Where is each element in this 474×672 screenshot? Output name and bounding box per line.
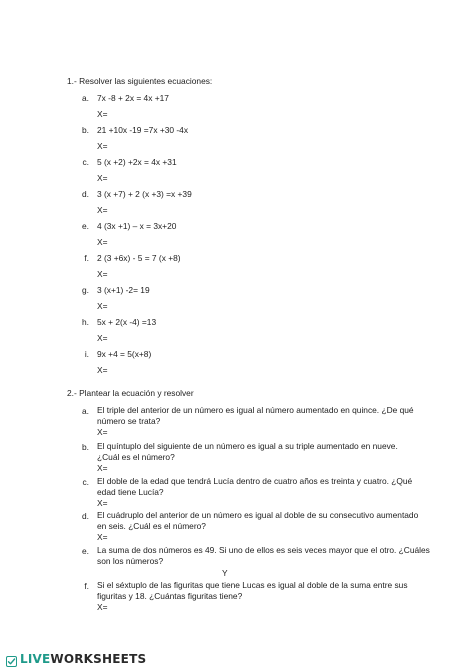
problem-text: [97, 405, 427, 438]
answer-field[interactable]: X=: [97, 141, 108, 151]
item-letter: e.: [82, 546, 89, 556]
item-letter: e.: [82, 221, 89, 231]
item-letter: c.: [82, 157, 89, 167]
problem-text: [97, 441, 427, 474]
problem-line: El triple del anterior de un número es igual al número aumentado en quince. ¿De qué: [97, 405, 414, 415]
section-2-title: 2.- Plantear la ecuación y resolver: [67, 388, 194, 398]
answer-field[interactable]: X=: [97, 532, 108, 542]
equation-text: 2 (3 +6x) - 5 = 7 (x +8): [97, 253, 181, 263]
problem-text: [97, 545, 430, 567]
answer-field[interactable]: X=: [97, 427, 108, 437]
problem-line: número se trata?: [97, 416, 161, 426]
answer-field[interactable]: X=: [97, 365, 108, 375]
equation-text: 9x +4 = 5(x+8): [97, 349, 152, 359]
footer: [0, 648, 474, 669]
problem-line: ¿Cuál es el número?: [97, 452, 175, 462]
item-letter: d.: [82, 189, 89, 199]
answer-field[interactable]: X=: [97, 237, 108, 247]
item-letter: i.: [84, 349, 89, 359]
answer-field[interactable]: X=: [97, 498, 108, 508]
problem-text: [97, 580, 427, 613]
brand-name: [20, 652, 146, 666]
brand-live: LIVE: [20, 652, 51, 666]
answer-field[interactable]: X=: [97, 269, 108, 279]
item-letter: a.: [82, 406, 89, 416]
equation-text: 3 (x+1) -2= 19: [97, 285, 150, 295]
item-letter: g.: [82, 285, 89, 295]
item-letter: f.: [84, 253, 89, 263]
problem-line: La suma de dos números es 49. Si uno de ellos es seis veces mayor que el otro. ¿Cuáles: [97, 545, 430, 555]
equation-text: 7x -8 + 2x = 4x +17: [97, 93, 169, 103]
liveworksheets-logo[interactable]: [6, 652, 146, 666]
answer-field[interactable]: X=: [97, 205, 108, 215]
item-letter: f.: [84, 581, 89, 591]
answer-field[interactable]: X=: [97, 463, 108, 473]
answer-field[interactable]: X=: [97, 109, 108, 119]
answer-field[interactable]: X=: [97, 602, 108, 612]
problem-line: El cuádruplo del anterior de un número es igual al doble de su consecutivo aumentado: [97, 510, 419, 520]
brand-worksheets: WORKSHEETS: [50, 652, 147, 666]
problem-line: figuritas y 18. ¿Cuántas figuritas tiene?: [97, 591, 243, 601]
problem-line: son los números?: [97, 556, 164, 566]
item-letter: b.: [82, 442, 89, 452]
item-letter: c.: [82, 477, 89, 487]
equation-text: 3 (x +7) + 2 (x +3) =x +39: [97, 189, 192, 199]
equation-text: 5x + 2(x -4) =13: [97, 317, 157, 327]
problem-line: Si el séxtuplo de las figuritas que tiene Lucas es igual al doble de la suma entre sus: [97, 580, 408, 590]
item-letter: d.: [82, 511, 89, 521]
answer-field[interactable]: X=: [97, 173, 108, 183]
problem-line: El quíntuplo del siguiente de un número es igual a su triple aumentado en nueve.: [97, 441, 398, 451]
problem-line: edad tiene Lucía?: [97, 487, 164, 497]
problem-line: en seis. ¿Cuál es el número?: [97, 521, 206, 531]
problem-text: [97, 476, 427, 509]
liveworksheets-logo-icon: [6, 654, 17, 665]
equation-text: 4 (3x +1) – x = 3x+20: [97, 221, 177, 231]
equation-text: 21 +10x -19 =7x +30 -4x: [97, 125, 189, 135]
section-1-title: 1.- Resolver las siguientes ecuaciones:: [67, 76, 213, 86]
problem-text: [97, 510, 427, 543]
answer-field[interactable]: X=: [97, 333, 108, 343]
answer-field[interactable]: X=: [97, 301, 108, 311]
item-letter: b.: [82, 125, 89, 135]
item-letter: a.: [82, 93, 89, 103]
item-letter: h.: [82, 317, 89, 327]
equation-text: 5 (x +2) +2x = 4x +31: [97, 157, 177, 167]
answer-y-label[interactable]: Y: [222, 568, 228, 578]
problem-line: El doble de la edad que tendrá Lucía dentro de cuatro años es treinta y cuatro. ¿Qué: [97, 476, 413, 486]
